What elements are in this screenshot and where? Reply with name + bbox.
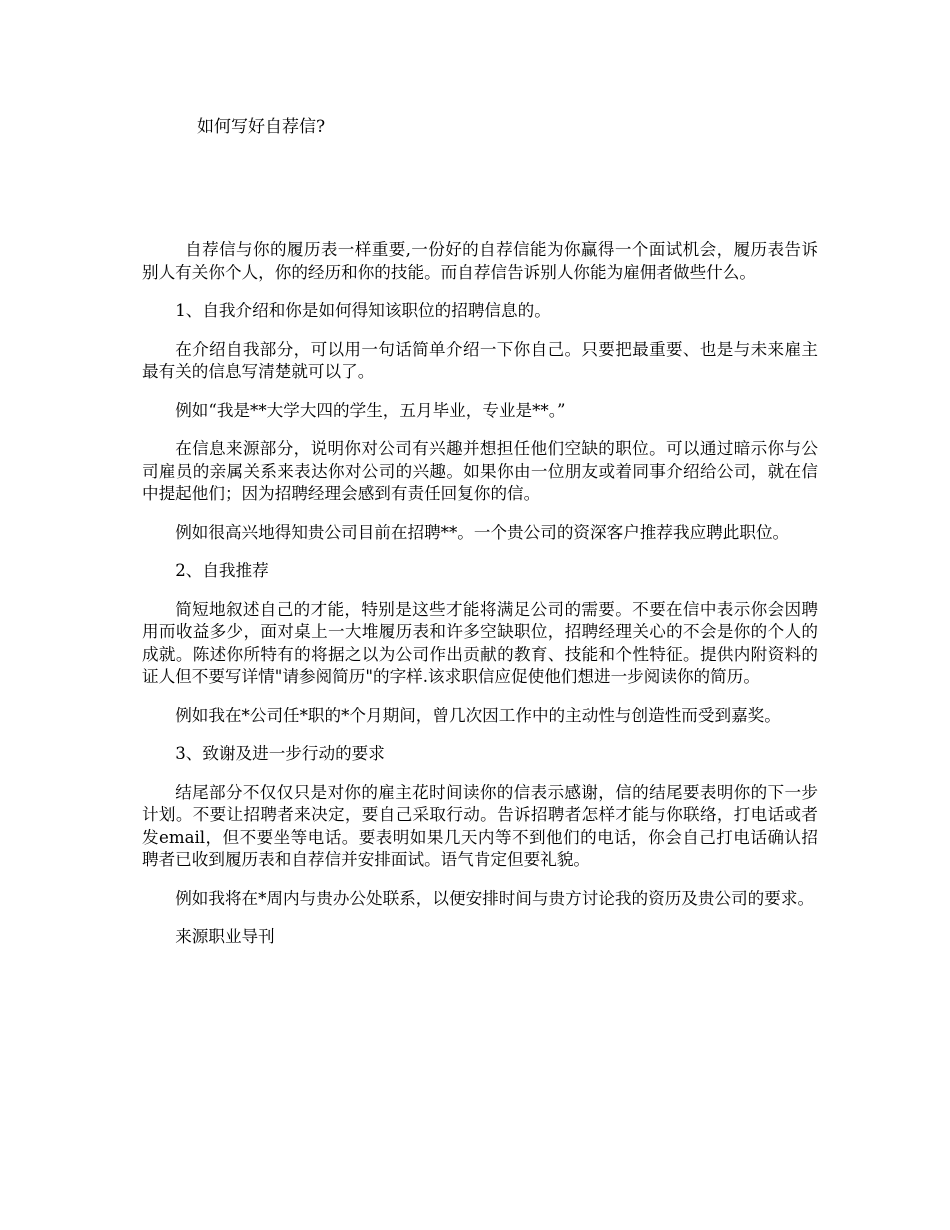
document-body xyxy=(142,239,818,965)
paragraph: 结尾部分不仅仅只是对你的雇主花时间读你的信表示感谢，信的结尾要表明你的下一步计划。不要让招聘者来决定，要自己采取行动。告诉招聘者怎样才能与你联络，打电话或者发email，但不要坐等电话。要表明如果几天内等不到他们的电话，你会自己打电话确认招聘者已收到履历表和自荐信并安排面试。语气肯定但要礼貌。 xyxy=(142,782,818,869)
example-paragraph: 例如我在*公司任*职的*个月期间，曾几次因工作中的主动性与创造性而受到嘉奖。 xyxy=(175,705,781,725)
example-paragraph: 例如我将在*周内与贵办公处联系，以便安排时间与贵方讨论我的资历及贵公司的要求。 xyxy=(175,888,815,908)
example-paragraph: 例如很高兴地得知贵公司目前在招聘**。一个贵公司的资深客户推荐我应聘此职位。 xyxy=(175,522,790,542)
example-paragraph: 例如“我是**大学大四的学生，五月毕业，专业是**。” xyxy=(175,400,566,420)
section-heading-3: 3、致谢及进一步行动的要求 xyxy=(175,744,385,763)
paragraph: 简短地叙述自己的才能，特别是这些才能将满足公司的需要。不要在信中表示你会因聘用而收益多少，面对桌上一大堆履历表和许多空缺职位，招聘经理关心的不会是你的个人的成就。陈述你所特有的将据之以为公司作出贡献的教育、技能和个性特征。提供内附资料的证人但不要写详情"请参阅简历"的字样.该求职信应促使他们想进一步阅读你的简历。 xyxy=(142,599,818,686)
source-line: 来源职业导刊 xyxy=(175,927,275,946)
section-heading-2: 2、自我推荐 xyxy=(175,561,269,580)
paragraph: 在介绍自我部分，可以用一句话简单介绍一下你自己。只要把最重要、也是与未来雇主最有关的信息写清楚就可以了。 xyxy=(142,339,818,381)
document-title: 如何写好自荐信? xyxy=(197,117,326,137)
paragraph: 在信息来源部分，说明你对公司有兴趣并想担任他们空缺的职位。可以通过暗示你与公司雇员的亲属关系来表达你对公司的兴趣。如果你由一位朋友或着同事介绍给公司，就在信中提起他们；因为招聘经理会感到有责任回复你的信。 xyxy=(142,439,818,503)
paragraph-intro: 自荐信与你的履历表一样重要,一份好的自荐信能为你赢得一个面试机会，履历表告诉别人有关你个人，你的经历和你的技能。而自荐信告诉别人你能为雇佣者做些什么。 xyxy=(142,240,818,282)
section-heading-1: 1、自我介绍和你是如何得知该职位的招聘信息的。 xyxy=(175,301,551,320)
